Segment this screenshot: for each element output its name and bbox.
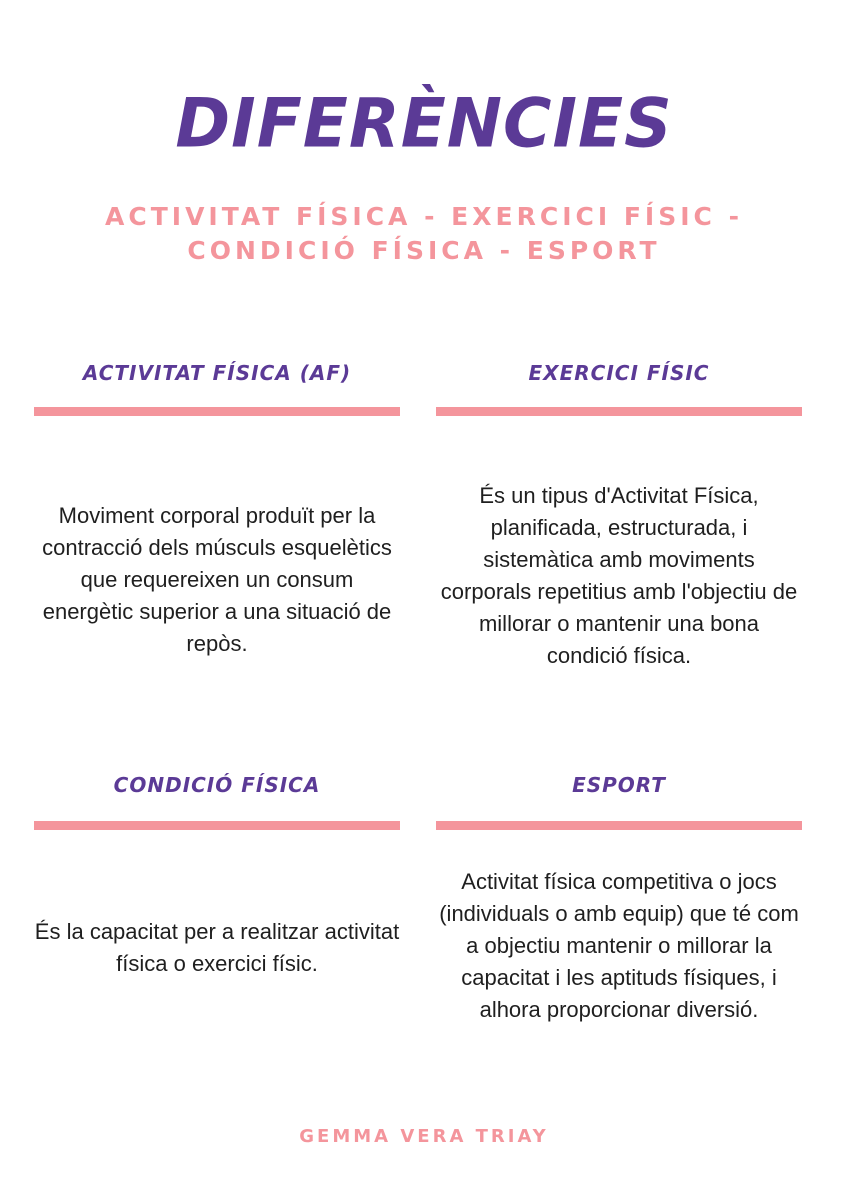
card-description: Moviment corporal produït per la contracció dels músculs esquelètics que requereixen un consum energètic superior a una situació de repòs.: [42, 503, 392, 656]
author-name: GEMMA VERA TRIAY: [299, 1126, 549, 1147]
card-heading: CONDICIÓ FÍSICA: [113, 773, 321, 797]
card-divider-bar: [34, 821, 400, 830]
card-description: Activitat física competitiva o jocs (individuals o amb equip) que té com a objectiu mantenir o millorar la capacitat i les aptituds físiques, i alhora proporcionar diversió.: [439, 869, 799, 1022]
card-heading: ESPORT: [572, 773, 666, 797]
card-condicio-fisica: [34, 770, 400, 976]
card-exercici-fisic: [436, 358, 802, 668]
card-esport: [436, 770, 802, 1022]
card-divider-bar: [436, 407, 802, 416]
card-divider-bar: [34, 407, 400, 416]
card-activitat-fisica: [34, 358, 400, 656]
page-subtitle: ACTIVITAT FÍSICA - EXERCICI FÍSIC - CONDICIÓ FÍSICA - ESPORT: [105, 202, 743, 265]
page-title: DIFERÈNCIES: [175, 84, 673, 163]
card-heading: ACTIVITAT FÍSICA (AF): [82, 361, 352, 385]
card-description: És un tipus d'Activitat Física, planificada, estructurada, i sistemàtica amb moviments corporals repetitius amb l'objectiu de millorar o mantenir una bona condició física.: [440, 483, 798, 668]
card-divider-bar: [436, 821, 802, 830]
card-description: És la capacitat per a realitzar activitat física o exercici físic.: [34, 919, 400, 976]
card-heading: EXERCICI FÍSIC: [528, 361, 710, 385]
